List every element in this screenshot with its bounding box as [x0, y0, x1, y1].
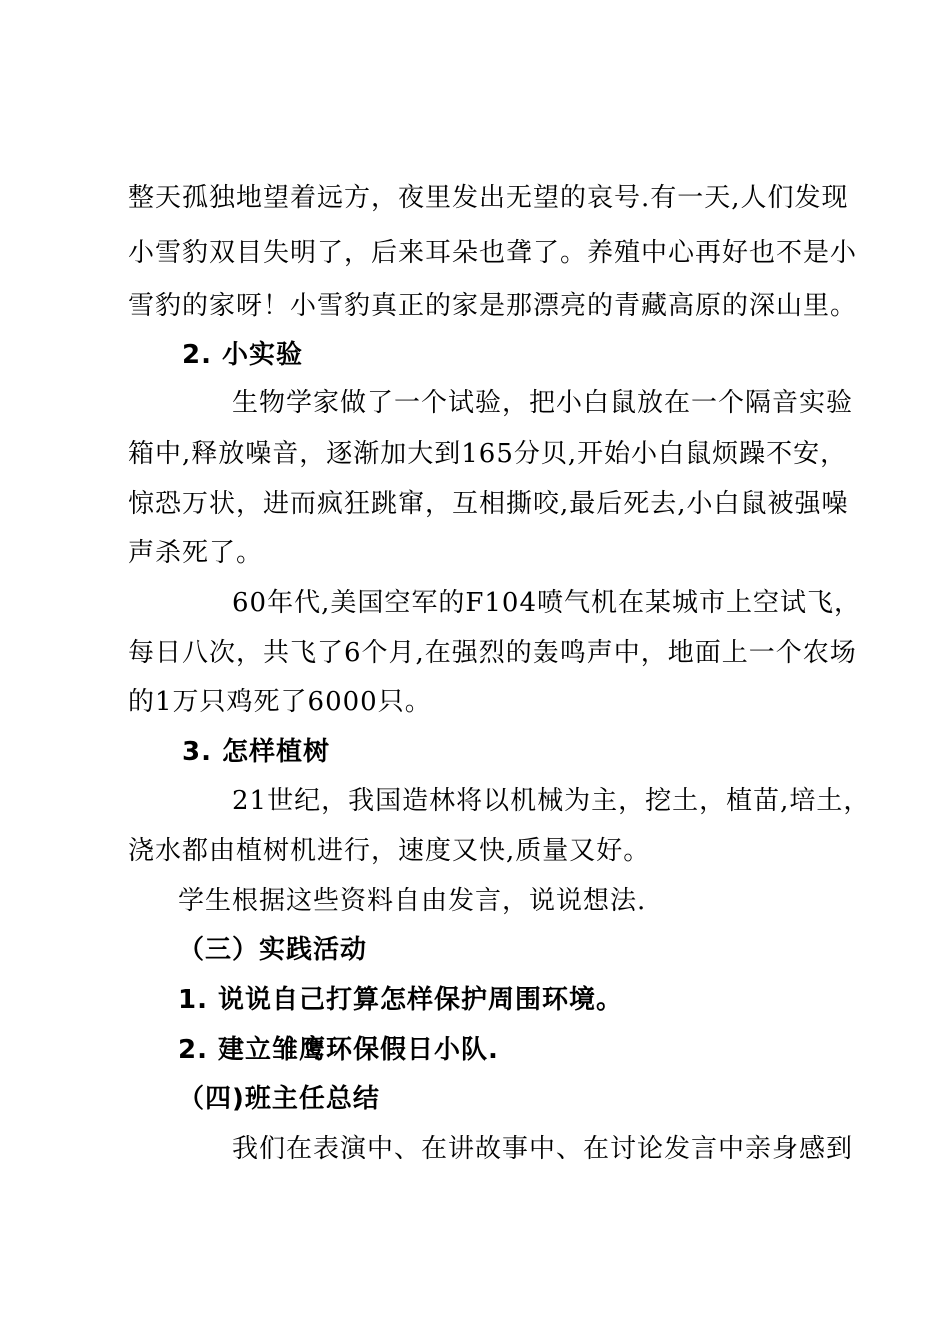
paragraph-line-1: 整天孤独地望着远方，夜里发出无望的哀号.有一天,人们发现: [128, 183, 849, 213]
section-heading-summary: （四)班主任总结: [178, 1084, 380, 1114]
paragraph-line-7: 惊恐万状，进而疯狂跳窜，互相撕咬,最后死去,小白鼠被强噪: [128, 489, 849, 519]
practice-item-1: 1. 说说自己打算怎样保护周围环境。: [178, 985, 624, 1015]
paragraph-line-13: 21世纪，我国造林将以机械为主，挖土，植苗,培土，: [232, 786, 871, 816]
paragraph-line-5: 生物学家做了一个试验，把小白鼠放在一个隔音实验: [232, 388, 854, 418]
paragraph-line-8: 声杀死了。: [128, 538, 264, 568]
paragraph-line-14: 浇水都由植树机进行，速度又快,质量又好。: [128, 836, 651, 866]
paragraph-line-9: 60年代,美国空军的F104喷气机在某城市上空试飞，: [232, 588, 862, 618]
paragraph-line-11: 的1万只鸡死了6000只。: [128, 687, 432, 717]
section-heading-experiment: 2. 小实验: [182, 340, 304, 370]
paragraph-line-10: 每日八次，共飞了6个月,在强烈的轰鸣声中，地面上一个农场: [128, 638, 857, 668]
section-heading-planting: 3. 怎样植树: [182, 737, 331, 767]
practice-item-2: 2. 建立雏鹰环保假日小队.: [178, 1035, 499, 1065]
paragraph-line-2: 小雪豹双目失明了，后来耳朵也聋了。养殖中心再好也不是小: [128, 238, 858, 268]
paragraph-line-3: 雪豹的家呀！小雪豹真正的家是那漂亮的青藏高原的深山里。: [128, 291, 858, 321]
section-heading-practice: （三）实践活动: [178, 935, 368, 965]
paragraph-line-6: 箱中,释放噪音，逐渐加大到165分贝,开始小白鼠烦躁不安，: [128, 439, 848, 469]
paragraph-line-20: 我们在表演中、在讲故事中、在讨论发言中亲身感到: [232, 1134, 854, 1164]
paragraph-line-15: 学生根据这些资料自由发言，说说想法.: [178, 886, 647, 916]
